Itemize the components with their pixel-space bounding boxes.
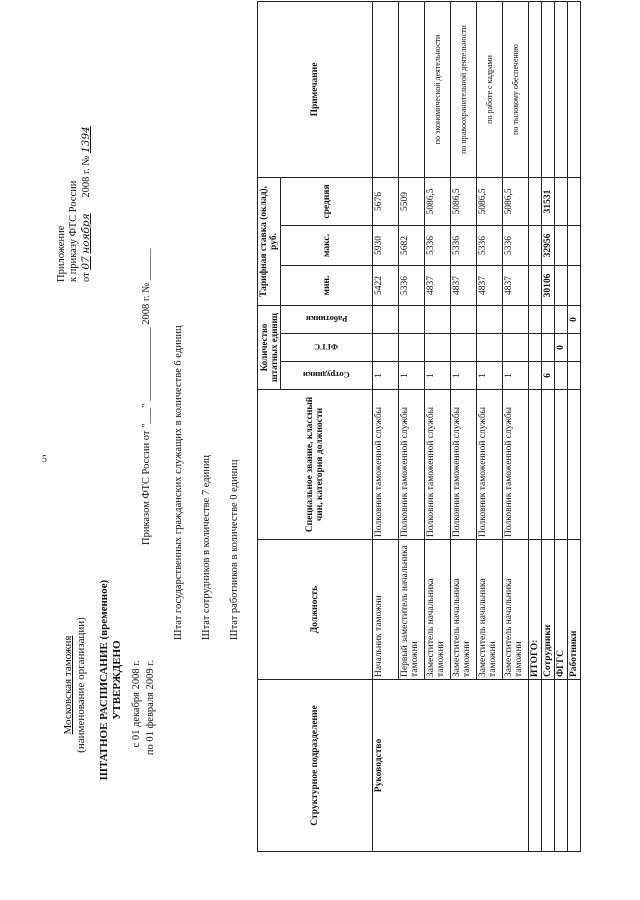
totals-workers-label: Работники (568, 540, 581, 680)
organization-name: Московская таможня (62, 635, 74, 735)
row-rank: Полковник таможенной службы (399, 390, 425, 540)
totals-fggs-label: ФГГС (555, 540, 568, 680)
row-rank: Полковник таможенной службы (503, 390, 529, 540)
row-rate-max: 5336 (477, 226, 503, 266)
header-count-group: Количество штатных единиц (258, 306, 281, 390)
row-note (399, 1, 425, 177)
row-position: Заместитель начальника таможни (503, 540, 529, 680)
staff-workers: Штат работников в количестве 0 единиц (229, 459, 240, 640)
totals-label: ИТОГО: (529, 540, 542, 680)
totals-workers-row (568, 1, 581, 851)
header-rate-avg: средняя (281, 177, 373, 225)
row-rate-avg: 5086,5 (425, 177, 451, 225)
row-staff-count: 1 (425, 362, 451, 390)
row-rate-avg: 5676 (373, 177, 399, 225)
row-staff-count: 1 (503, 362, 529, 390)
header-position: Должность (258, 540, 373, 680)
row-rate-avg: 5086,5 (451, 177, 477, 225)
header-rate-max: макс. (281, 226, 373, 266)
row-rate-max: 5336 (425, 226, 451, 266)
unit-name: Руководство (373, 680, 529, 852)
appendix-number: 1394 (80, 126, 92, 153)
table-row (373, 1, 399, 851)
row-rate-min: 4837 (503, 266, 529, 306)
organization-caption: (наименование организации) (75, 617, 87, 753)
appendix-date-day: 07 (80, 256, 92, 270)
row-rate-avg: 5086,5 (503, 177, 529, 225)
staff-employees: Штат сотрудников в количестве 7 единиц (201, 454, 212, 640)
row-rate-max: 5336 (451, 226, 477, 266)
totals-employees-min: 30106 (542, 266, 555, 306)
appendix-block (56, 32, 93, 282)
row-rank: Полковник таможенной службы (477, 390, 503, 540)
row-rate-max: 5336 (503, 226, 529, 266)
totals-employees-count: 6 (542, 362, 555, 390)
row-note: по работе с кадрами (477, 1, 503, 177)
totals-fggs-row (555, 1, 568, 851)
appendix-date-line (80, 32, 93, 282)
header-count-fggs: ФГГС (314, 342, 339, 353)
row-rank: Полковник таможенной службы (451, 390, 477, 540)
row-rate-min: 4837 (451, 266, 477, 306)
header-count-workers: Работники (305, 314, 348, 325)
row-rate-avg: 5509 (399, 177, 425, 225)
staffing-table (257, 1, 581, 852)
row-position: Заместитель начальника таможни (451, 540, 477, 680)
header-unit: Структурное подразделение (258, 680, 373, 852)
row-position: Заместитель начальника таможни (477, 540, 503, 680)
row-staff-count: 1 (373, 362, 399, 390)
title-block (98, 540, 124, 820)
row-rate-max: 5930 (373, 226, 399, 266)
staff-counts (172, 200, 242, 640)
row-note: по экономической деятельности (425, 1, 451, 177)
row-rate-min: 4837 (425, 266, 451, 306)
header-rate-group: Тарифная ставка (оклад), руб. (258, 177, 281, 305)
approved-label: УТВЕРЖДЕНО (111, 640, 123, 720)
row-staff-count: 1 (451, 362, 477, 390)
row-rate-min: 4837 (477, 266, 503, 306)
appendix-year: 2008 г. № (81, 155, 92, 198)
row-rate-min: 5422 (373, 266, 399, 306)
appendix-line1: Приложение (56, 225, 67, 282)
totals-row (529, 1, 542, 851)
totals-employees-label: Сотрудники (542, 540, 555, 680)
appendix-date-month: ноября (80, 213, 92, 254)
totals-employees-avg: 31531 (542, 177, 555, 225)
row-position: Первый заместитель начальника таможни (399, 540, 425, 680)
document-title: ШТАТНОЕ РАСПИСАНИЕ (временное) (98, 579, 110, 781)
row-note (373, 1, 399, 177)
row-staff-count: 1 (477, 362, 503, 390)
row-rank: Полковник таможенной службы (425, 390, 451, 540)
period-block (130, 660, 158, 800)
row-rate-min: 5336 (399, 266, 425, 306)
staff-civil: Штат государственных гражданских служащих в количестве 6 единиц (173, 325, 184, 640)
row-staff-count: 1 (399, 362, 425, 390)
period-to: по 01 февраля 2009 г. (145, 660, 156, 756)
page-number: 5 (42, 454, 47, 465)
row-rate-max: 5682 (399, 226, 425, 266)
order-line: Приказом ФТС России от "___" ______________ 2008 г. № ______ (141, 248, 152, 545)
totals-workers-count: 0 (568, 306, 581, 334)
row-position: Заместитель начальника таможни (425, 540, 451, 680)
totals-employees-max: 32956 (542, 226, 555, 266)
header-row (258, 1, 281, 851)
totals-employees-row (542, 1, 555, 851)
row-note: по тыловому обеспечению (503, 1, 529, 177)
header-rate-min: мин. (281, 266, 373, 306)
row-rank: Полковник таможенной службы (373, 390, 399, 540)
header-note: Примечание (258, 1, 373, 177)
row-note: по правоохранительной деятельности (451, 1, 477, 177)
period-from: с 01 декабря 2008 г. (131, 660, 142, 748)
header-count-employees: Сотрудники (303, 370, 350, 381)
totals-fggs-count: 0 (555, 334, 568, 362)
row-position: Начальник таможни (373, 540, 399, 680)
header-rank: Специальное звание, классный чин, категория должности (258, 390, 373, 540)
row-rate-avg: 5086,5 (477, 177, 503, 225)
appendix-ot: от (81, 272, 92, 282)
appendix-line2: к приказу ФТС России (68, 180, 79, 282)
organization-block (62, 605, 88, 765)
